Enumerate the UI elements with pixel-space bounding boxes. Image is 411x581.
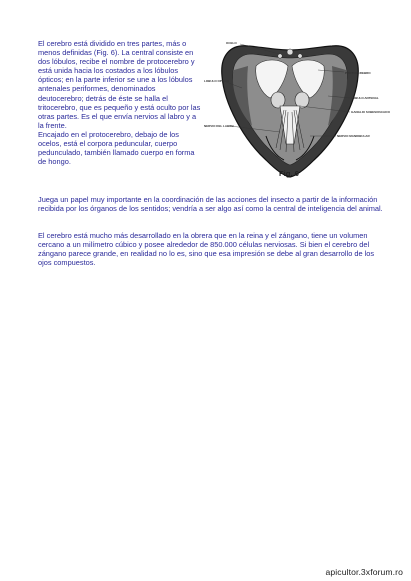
paragraph-coordination — [38, 195, 383, 213]
label-protocerebro: PROTOCEREBRO — [345, 71, 371, 75]
label-nervio-mandibular: NERVIO MANDIBULAR — [337, 134, 370, 138]
ocellus-right — [298, 54, 302, 58]
label-ocelo: OCELO — [226, 41, 237, 45]
antennal-lobe-right — [295, 92, 309, 108]
footer-site-link[interactable]: apicultor.3xforum.ro — [325, 567, 403, 577]
label-ganglio-subesofagico: GANGLIO SUBESOFAGICO — [351, 110, 391, 114]
ocellus-left — [278, 54, 282, 58]
paragraph-brain-size — [38, 231, 383, 267]
paragraph-brain-size-text: El cerebro está mucho más desarrollado en la obrera que en la reina y el zángano, tiene un volumen cercano a un milímetro cúbico y posee alrededor de 850.000 células nerviosas. Si bien el cerebro del zángano parece grande, en realidad no lo es, sino que esa impresión se debe al gran desarrollo de los ojos compuestos. — [38, 231, 375, 268]
label-lobulo-optico: LOBULO OPTICO — [204, 79, 229, 83]
paragraph-pedunculate-body: Encajado en el protocerebro, debajo de los ocelos, está el corpora peduncular, cuerpo pedunculado, también llamado cuerpo en forma de hongo. — [38, 129, 195, 167]
bee-head-brain-figure — [200, 36, 391, 184]
paragraph-brain-parts: El cerebro está dividido en tres partes, más o menos definidas (Fig. 6). La central consiste en dos lóbulos, recibe el nombre de protocerebro y está unida hacia los costados a los lóbulos ópticos; en la parte inferior se une a los lóbulos antenales periformes, denominados deutocerebro; detrás de éste se halla el tritocerebro, que es pequeño y está oculto por las otras partes. Es el que envía nervios al labro y a la frente. — [38, 39, 201, 130]
label-nervio-labro: NERVIO DEL LABRO — [204, 124, 234, 128]
antennal-lobe-left — [271, 92, 285, 108]
intro-column — [38, 39, 201, 166]
label-lobulo-antenal: LOBULO ANTENAL — [351, 96, 379, 100]
ocellus-center — [287, 49, 293, 55]
paragraph-coordination-text: Juega un papel muy importante en la coordinación de las acciones del insecto a partir de la información recibida por los órganos de los sentidos; vendría a ser algo así como la central de inteligencia del animal. — [38, 195, 383, 214]
figure-caption: Fig. 6 — [279, 169, 299, 178]
